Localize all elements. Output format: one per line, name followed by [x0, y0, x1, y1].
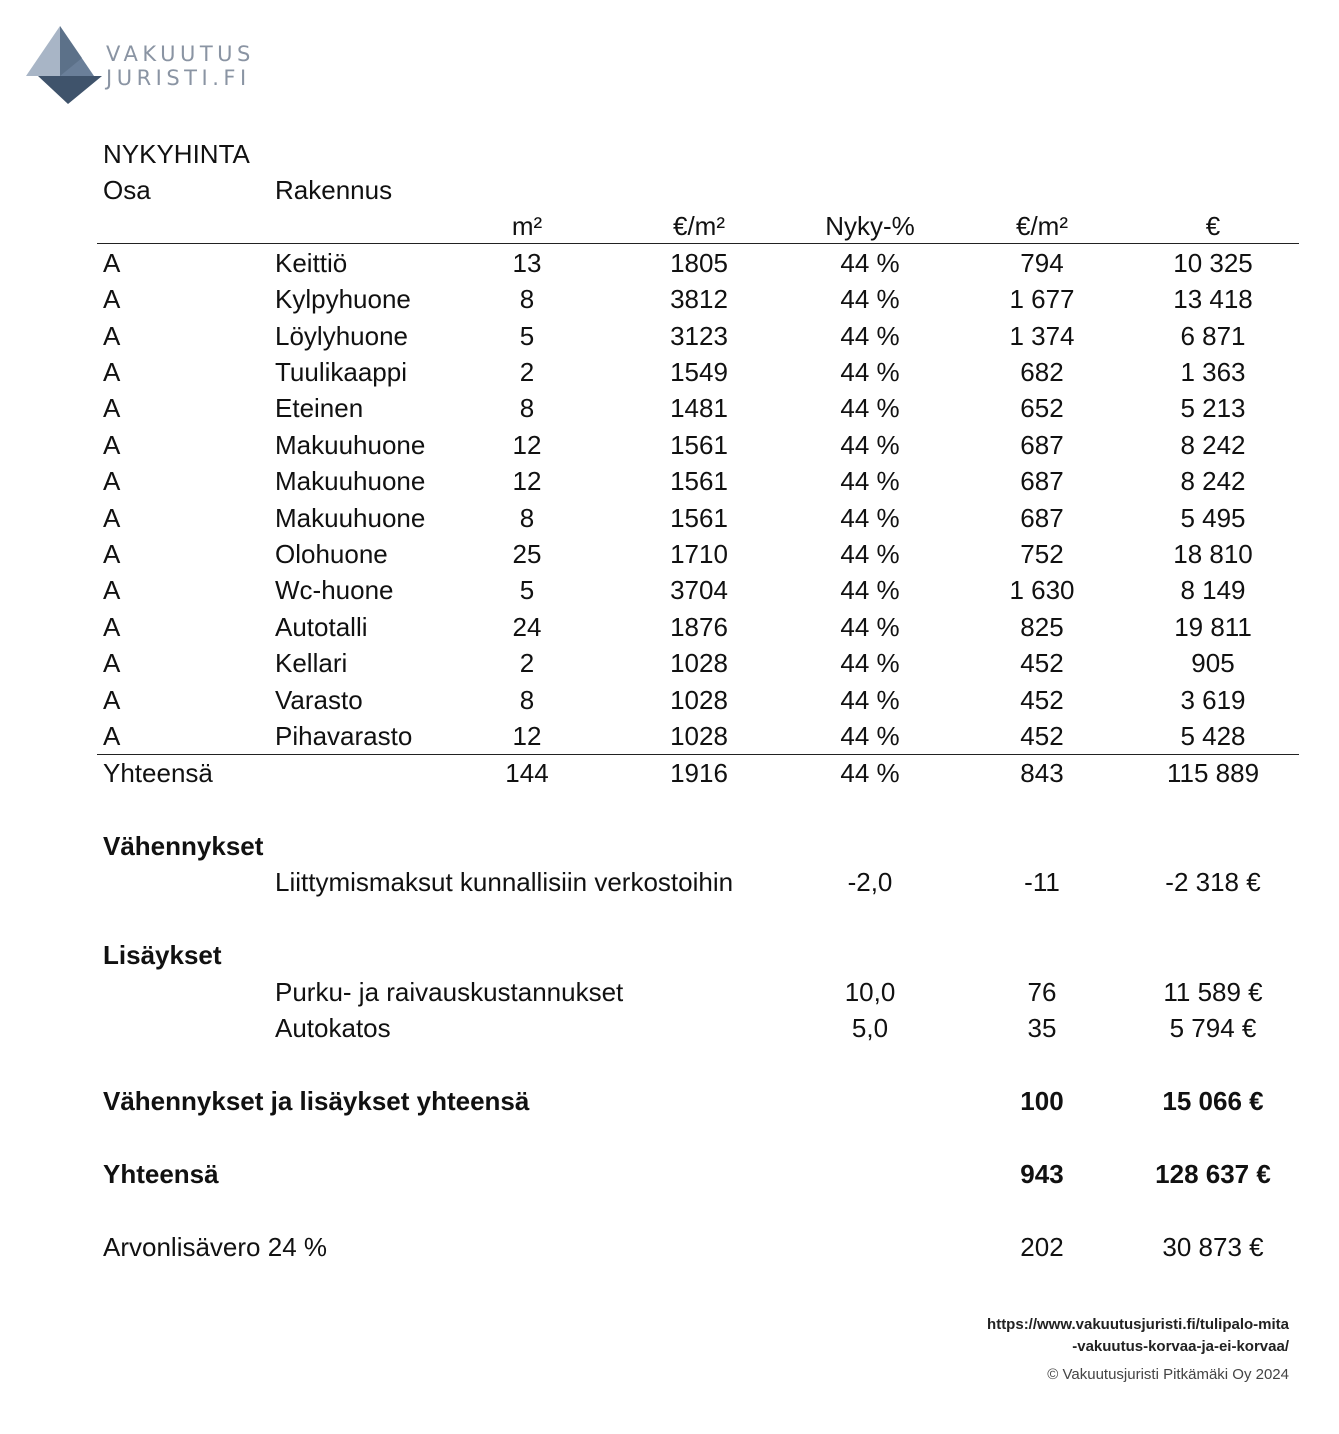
grand-total-row [97, 1156, 1299, 1192]
lisays-pct: 5,0 [851, 1013, 889, 1043]
cell-eur: 18 810 [1173, 539, 1253, 569]
header-rakennus: Rakennus [275, 175, 393, 205]
cell-eur-m2-nyky: 825 [1020, 612, 1064, 642]
cell-m2: 24 [512, 612, 542, 642]
cell-m2: 8 [519, 503, 535, 533]
cell-pct: 44 % [840, 648, 900, 678]
cell-eur-m2: 1876 [670, 612, 728, 642]
logo-line-1: VAKUUTUS [106, 42, 255, 66]
cell-eur-m2: 1805 [670, 248, 728, 278]
cell-osa: A [103, 575, 121, 605]
vahennys-item [97, 864, 1299, 900]
adjust-total-eur: 15 066 € [1162, 1086, 1264, 1116]
cell-eur: 1 363 [1180, 357, 1246, 387]
cell-pct: 44 % [840, 612, 900, 642]
cell-eur-m2: 3704 [670, 575, 728, 605]
total-eur-m2-nyky: 843 [1020, 758, 1064, 788]
sheet-title: NYKYHINTA [103, 139, 250, 169]
lisays-eur-m2: 76 [1027, 977, 1057, 1007]
cell-eur-m2-nyky: 794 [1020, 248, 1064, 278]
cell-pct: 44 % [840, 539, 900, 569]
vahennys-label: Liittymismaksut kunnallisiin verkostoihin [275, 867, 734, 897]
cell-osa: A [103, 357, 121, 387]
cell-eur-m2: 1561 [670, 466, 728, 496]
cell-eur-m2-nyky: 1 374 [1009, 321, 1075, 351]
cell-rakennus: Kellari [275, 648, 348, 678]
cell-rakennus: Löylyhuone [275, 321, 408, 351]
vahennykset-heading-row [97, 828, 1299, 864]
table-row [97, 354, 1299, 390]
cell-osa: A [103, 721, 121, 751]
lisays-pct: 10,0 [844, 977, 896, 1007]
vat-eur-m2: 202 [1020, 1232, 1064, 1262]
cell-pct: 44 % [840, 466, 900, 496]
cell-pct: 44 % [840, 575, 900, 605]
lisays-item [97, 1010, 1299, 1046]
cell-eur-m2: 1710 [670, 539, 728, 569]
cell-eur-m2-nyky: 682 [1020, 357, 1064, 387]
adjust-total-label: Vähennykset ja lisäykset yhteensä [103, 1086, 530, 1116]
lisays-label: Autokatos [275, 1013, 391, 1043]
cell-eur-m2: 1561 [670, 503, 728, 533]
cell-eur-m2-nyky: 452 [1020, 685, 1064, 715]
cell-rakennus: Olohuone [275, 539, 388, 569]
cell-eur: 19 811 [1174, 612, 1252, 642]
cell-pct: 44 % [840, 284, 900, 314]
cell-pct: 44 % [840, 393, 900, 423]
lisays-label: Purku- ja raivauskustannukset [275, 977, 624, 1007]
header-divider [97, 243, 1299, 244]
vahennys-pct: -2,0 [847, 867, 893, 897]
total-m2: 144 [505, 758, 549, 788]
total-eur-m2: 1916 [670, 758, 728, 788]
cell-rakennus: Pihavarasto [275, 721, 413, 751]
total-row [97, 755, 1299, 791]
cell-eur: 6 871 [1180, 321, 1246, 351]
header-row-2 [97, 208, 1299, 244]
cell-rakennus: Makuuhuone [275, 503, 426, 533]
cell-osa: A [103, 321, 121, 351]
source-url-line-2[interactable]: -vakuutus-korvaa-ja-ei-korvaa/ [1072, 1338, 1289, 1355]
cell-osa: A [103, 648, 121, 678]
adjust-total-eur-m2: 100 [1020, 1086, 1064, 1116]
cell-rakennus: Eteinen [275, 393, 364, 423]
cell-pct: 44 % [840, 721, 900, 751]
vat-row [97, 1229, 1299, 1265]
cell-osa: A [103, 430, 121, 460]
cell-osa: A [103, 248, 121, 278]
cell-osa: A [103, 685, 121, 715]
cell-m2: 2 [519, 648, 535, 678]
lisays-eur: 11 589 € [1163, 977, 1263, 1007]
cell-eur: 3 619 [1180, 685, 1246, 715]
cell-m2: 5 [519, 575, 535, 605]
cell-m2: 8 [519, 393, 535, 423]
lisays-item [97, 974, 1299, 1010]
cell-m2: 2 [519, 357, 535, 387]
vat-eur: 30 873 € [1162, 1232, 1264, 1262]
table-row [97, 645, 1299, 681]
cell-eur-m2-nyky: 452 [1020, 721, 1064, 751]
cell-eur: 13 418 [1173, 284, 1253, 314]
cell-m2: 5 [519, 321, 535, 351]
vahennykset-heading: Vähennykset [103, 831, 264, 861]
header-nyky-pct: Nyky-% [825, 211, 915, 241]
cell-eur: 5 495 [1180, 503, 1246, 533]
cell-m2: 8 [519, 685, 535, 715]
grand-total-eur: 128 637 € [1155, 1159, 1271, 1189]
table-row [97, 682, 1299, 718]
cell-osa: A [103, 284, 121, 314]
lisays-eur-m2: 35 [1027, 1013, 1057, 1043]
cell-pct: 44 % [840, 503, 900, 533]
lisaykset-heading-row [97, 937, 1299, 973]
cell-rakennus: Keittiö [275, 248, 348, 278]
table-row [97, 718, 1299, 754]
cell-eur: 8 242 [1180, 430, 1246, 460]
cell-eur: 5 213 [1180, 393, 1246, 423]
adjust-total-row [97, 1083, 1299, 1119]
cell-pct: 44 % [840, 685, 900, 715]
cell-osa: A [103, 393, 121, 423]
cell-rakennus: Autotalli [275, 612, 368, 642]
cell-eur: 905 [1191, 648, 1235, 678]
table-row [97, 536, 1299, 572]
cell-m2: 12 [512, 721, 542, 751]
cell-eur-m2-nyky: 652 [1020, 393, 1064, 423]
source-url[interactable] [987, 1314, 1289, 1358]
table-row [97, 390, 1299, 426]
lisaykset-heading: Lisäykset [103, 940, 222, 970]
cell-eur-m2: 1481 [670, 393, 728, 423]
grand-total-label: Yhteensä [103, 1159, 219, 1189]
cell-osa: A [103, 539, 121, 569]
total-label: Yhteensä [103, 758, 213, 788]
cell-m2: 25 [512, 539, 542, 569]
cell-pct: 44 % [840, 248, 900, 278]
header-row-1 [97, 172, 1299, 208]
cell-osa: A [103, 503, 121, 533]
cell-rakennus: Kylpyhuone [275, 284, 411, 314]
logo-mark-icon [26, 24, 106, 108]
cell-eur: 5 428 [1180, 721, 1246, 751]
cell-rakennus: Wc-huone [275, 575, 394, 605]
sheet-title-row [97, 136, 1299, 172]
cell-eur-m2-nyky: 752 [1020, 539, 1064, 569]
header-osa: Osa [103, 175, 151, 205]
total-eur: 115 889 [1166, 758, 1260, 788]
lisays-eur: 5 794 € [1169, 1013, 1257, 1043]
cell-eur: 8 149 [1180, 575, 1246, 605]
cell-pct: 44 % [840, 321, 900, 351]
vahennys-eur-m2: -11 [1024, 867, 1060, 897]
header-eur: € [1205, 211, 1221, 241]
cell-eur-m2: 1561 [670, 430, 728, 460]
table-row [97, 463, 1299, 499]
header-m2: m² [511, 211, 543, 241]
cell-eur-m2: 1028 [670, 648, 728, 678]
vat-label: Arvonlisävero 24 % [103, 1232, 327, 1262]
cell-eur-m2: 3812 [670, 284, 728, 314]
cell-eur-m2-nyky: 687 [1020, 430, 1064, 460]
cell-pct: 44 % [840, 357, 900, 387]
cell-eur: 8 242 [1180, 466, 1246, 496]
cell-m2: 12 [512, 466, 542, 496]
cell-eur-m2-nyky: 1 677 [1009, 284, 1075, 314]
cell-eur-m2-nyky: 1 630 [1009, 575, 1075, 605]
cell-eur: 10 325 [1173, 248, 1253, 278]
cell-eur-m2: 1028 [670, 685, 728, 715]
table-row [97, 281, 1299, 317]
cell-osa: A [103, 612, 121, 642]
header-eur-m2-nyky: €/m² [1016, 211, 1068, 241]
table-row [97, 318, 1299, 354]
table-row [97, 427, 1299, 463]
grand-total-eur-m2: 943 [1020, 1159, 1064, 1189]
cell-rakennus: Varasto [275, 685, 363, 715]
cell-m2: 12 [512, 430, 542, 460]
table-row [97, 572, 1299, 608]
cell-m2: 8 [519, 284, 535, 314]
cell-m2: 13 [512, 248, 542, 278]
vahennys-eur: -2 318 € [1165, 867, 1261, 897]
cell-rakennus: Tuulikaappi [275, 357, 408, 387]
cell-eur-m2: 3123 [670, 321, 728, 351]
cell-rakennus: Makuuhuone [275, 430, 426, 460]
cell-osa: A [103, 466, 121, 496]
logo [26, 24, 266, 108]
cell-rakennus: Makuuhuone [275, 466, 426, 496]
cell-eur-m2-nyky: 687 [1020, 503, 1064, 533]
table-row [97, 609, 1299, 645]
cell-eur-m2-nyky: 452 [1020, 648, 1064, 678]
source-url-line-1[interactable]: https://www.vakuutusjuristi.fi/tulipalo-mita [987, 1316, 1289, 1333]
header-eur-m2: €/m² [673, 211, 725, 241]
cell-eur-m2: 1028 [670, 721, 728, 751]
logo-line-2: JURISTI.FI [106, 66, 251, 90]
table-row [97, 245, 1299, 281]
cell-eur-m2-nyky: 687 [1020, 466, 1064, 496]
logo-text [106, 42, 255, 90]
cell-pct: 44 % [840, 430, 900, 460]
total-pct: 44 % [840, 758, 900, 788]
table-row [97, 500, 1299, 536]
cell-eur-m2: 1549 [670, 357, 728, 387]
copyright: © Vakuutusjuristi Pitkämäki Oy 2024 [1047, 1366, 1289, 1383]
